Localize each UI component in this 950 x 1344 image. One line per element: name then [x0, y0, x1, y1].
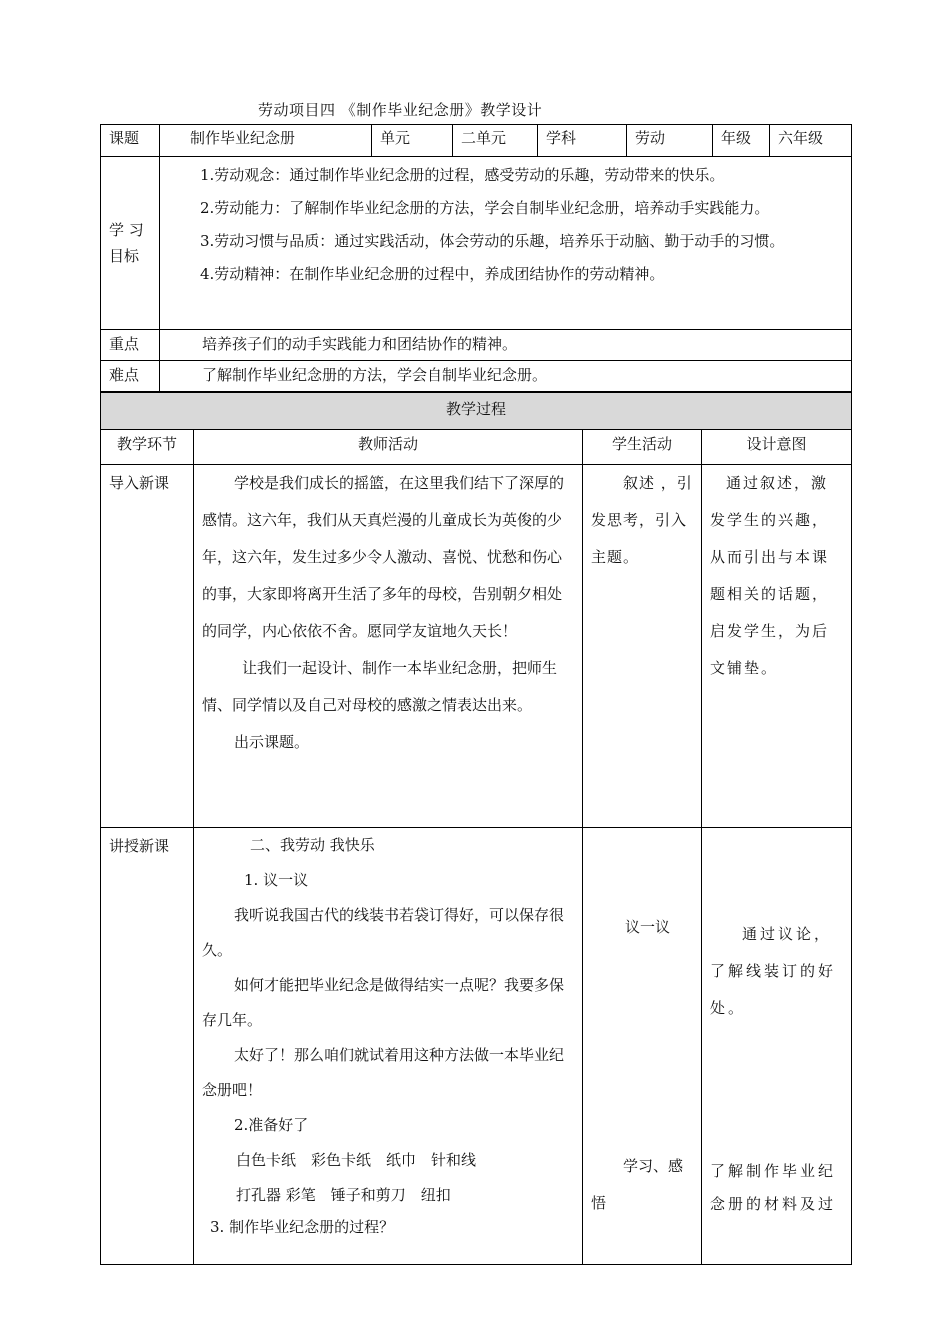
design-intent-text: 通过叙述，激发学生的兴趣，从而引出与本课题相关的话题，启发学生，为后文铺垫。: [710, 474, 830, 677]
process-row-new-lesson: [101, 828, 852, 1265]
teacher-paragraph: 出示课题。: [234, 733, 310, 751]
unit-label-cell: [372, 125, 453, 157]
design-intent-cell: [702, 828, 852, 1265]
subject-value: 劳动: [635, 129, 666, 147]
objective-item: 3.劳动习惯与品质：通过实践活动，体会劳动的乐趣，培养乐于动脑、勤于动手的习惯。: [200, 232, 785, 250]
teaching-process-table: [100, 392, 852, 1265]
objectives-label-line1: 学 习: [109, 221, 144, 239]
student-activity-text: 议一议: [625, 918, 671, 936]
student-activity-text: 学习、感悟: [591, 1157, 684, 1212]
teacher-activity-cell: [194, 828, 583, 1265]
subsection-heading: 3. 制作毕业纪念册的过程？: [210, 1218, 395, 1236]
section-heading: 二、我劳动 我快乐: [250, 836, 375, 854]
objective-item: 1.劳动观念：通过制作毕业纪念册的过程，感受劳动的乐趣，劳动带来的快乐。: [200, 166, 725, 184]
design-intent-text: 了解制作毕业纪念册的材料及过: [710, 1162, 837, 1213]
objective-item: 2.劳动能力：了解制作毕业纪念册的方法，学会自制毕业纪念册，培养动手实践能力。: [200, 199, 770, 217]
teacher-activity-cell: [194, 465, 583, 828]
header-row: [101, 125, 852, 157]
process-column-headers: [101, 430, 852, 465]
subsection-heading: 1. 议一议: [244, 871, 309, 889]
teacher-paragraph: 我听说我国古代的线装书若袋订得好，可以保存很久。: [202, 906, 565, 959]
topic-value-cell: [160, 125, 372, 157]
subject-value-cell: [627, 125, 713, 157]
materials-line: 白色卡纸 彩色卡纸 纸巾 针和线: [236, 1151, 477, 1169]
process-heading: 教学过程: [101, 393, 852, 430]
grade-label: 年级: [721, 129, 752, 147]
objectives-cell: [160, 157, 852, 330]
teacher-paragraph: 太好了！那么咱们就试着用这种方法做一本毕业纪念册吧！: [202, 1046, 565, 1099]
column-header-teacher: 教师活动: [194, 430, 583, 465]
unit-value-cell: [453, 125, 538, 157]
objective-item: 4.劳动精神：在制作毕业纪念册的过程中，养成团结协作的劳动精神。: [200, 265, 665, 283]
design-intent-cell: [702, 465, 852, 828]
key-point-label: 重点: [101, 330, 160, 361]
topic-value: 制作毕业纪念册: [190, 129, 296, 147]
topic-label-cell: [101, 125, 160, 157]
document-title: 劳动项目四 《制作毕业纪念册》教学设计: [258, 101, 543, 119]
student-activity-cell: [583, 828, 702, 1265]
materials-line: 打孔器 彩笔 锤子和剪刀 纽扣: [236, 1186, 451, 1204]
teacher-paragraph: 学校是我们成长的摇篮，在这里我们结下了深厚的感情。这六年，我们从天真烂漫的儿童成长为英俊的少年，这六年，发生过多少令人激动、喜悦、忧愁和伤心的事，大家即将离开生活了多年的母校，告别朝夕相处的同学，内心依依不舍。愿同学友谊地久天长！: [202, 474, 565, 640]
stage-cell: 导入新课: [101, 465, 194, 828]
subject-label: 学科: [546, 129, 577, 147]
teacher-paragraph: 让我们一起设计、制作一本毕业纪念册，把师生情、同学情以及自己对母校的感激之情表达出来。: [202, 659, 558, 714]
key-point-text: 培养孩子们的动手实践能力和团结协作的精神。: [160, 330, 852, 361]
unit-value: 二单元: [461, 129, 507, 147]
column-header-student: 学生活动: [583, 430, 702, 465]
objectives-label-line2: 目标: [109, 247, 140, 265]
process-heading-row: [101, 393, 852, 430]
difficulty-label: 难点: [101, 361, 160, 392]
grade-label-cell: [713, 125, 770, 157]
key-point-row: [101, 330, 852, 361]
subsection-heading: 2.准备好了: [234, 1116, 309, 1134]
topic-label: 课题: [109, 129, 140, 147]
grade-value: 六年级: [778, 129, 824, 147]
column-header-stage: 教学环节: [101, 430, 194, 465]
column-header-intent: 设计意图: [702, 430, 852, 465]
difficulty-row: [101, 361, 852, 392]
teacher-paragraph: 如何才能把毕业纪念是做得结实一点呢？我要多保存几年。: [202, 976, 565, 1029]
process-row-intro: [101, 465, 852, 828]
lesson-info-table: [100, 124, 852, 392]
unit-label: 单元: [380, 129, 411, 147]
objectives-row: [101, 157, 852, 330]
objectives-label-cell: [101, 157, 160, 330]
student-activity-cell: [583, 465, 702, 828]
student-activity-text: 叙述 ，引发思考，引入主题。: [591, 474, 693, 566]
grade-value-cell: [770, 125, 852, 157]
subject-label-cell: [538, 125, 627, 157]
design-intent-text: 通过议论，了解线装订的好处。: [710, 925, 837, 1017]
stage-cell: 讲授新课: [101, 828, 194, 1265]
difficulty-text: 了解制作毕业纪念册的方法，学会自制毕业纪念册。: [160, 361, 852, 392]
